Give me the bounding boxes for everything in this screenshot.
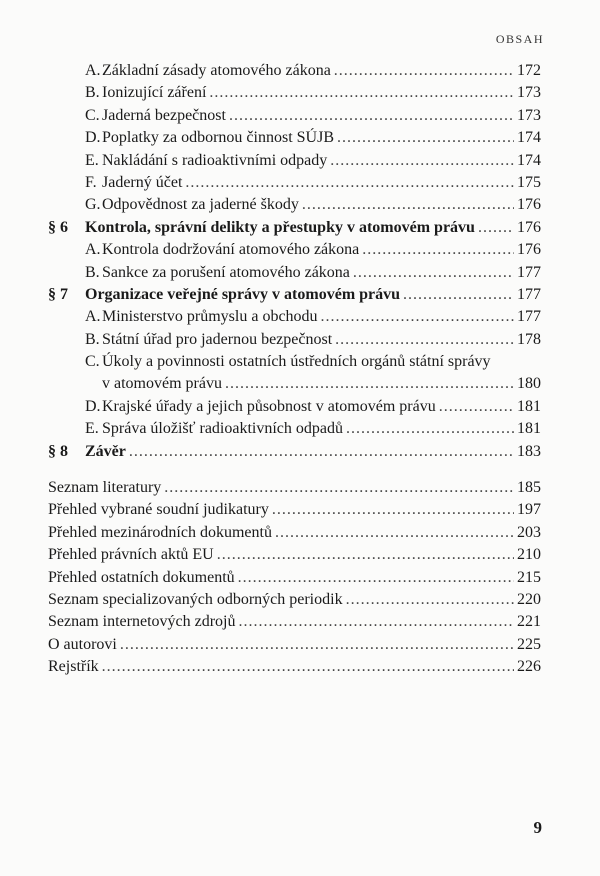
toc-entry [48, 82, 541, 104]
entry-letter: B. [85, 263, 100, 281]
dot-leader [238, 567, 514, 589]
entry-title-continued: v atomovém právu [102, 375, 222, 393]
toc-section-entry [48, 441, 541, 463]
entry-title: Sankce za porušení atomového zákona [102, 263, 350, 281]
appendix-entry [48, 611, 541, 633]
running-header: OBSAH [495, 32, 544, 46]
dot-leader [334, 60, 514, 82]
entry-title: Správa úložišť radioaktivních odpadů [102, 420, 343, 438]
dot-leader [346, 418, 514, 440]
entry-letter: E. [85, 151, 99, 169]
entry-page: 215 [517, 568, 541, 586]
entry-page: 185 [517, 479, 541, 497]
toc-entry [48, 329, 541, 351]
entry-letter: G. [85, 196, 101, 214]
entry-title: Ionizující záření [102, 84, 207, 102]
toc-entry [48, 60, 541, 82]
dot-leader [102, 656, 514, 678]
entry-title: Základní zásady atomového zákona [102, 62, 331, 79]
section-number: § 8 [48, 442, 68, 460]
table-of-contents [48, 60, 541, 679]
entry-letter: A. [85, 62, 101, 79]
section-number: § 7 [48, 285, 68, 303]
toc-entry [48, 105, 541, 127]
toc-section-entry [48, 284, 541, 306]
entry-title: Ministerstvo průmyslu a obchodu [102, 308, 318, 326]
entry-letter: D. [85, 129, 101, 147]
dot-leader [362, 239, 514, 261]
dot-leader [302, 194, 514, 216]
appendix-entry [48, 656, 541, 678]
entry-title: Přehled právních aktů EU [48, 546, 214, 564]
dot-leader [439, 396, 514, 418]
entry-page: 220 [517, 590, 541, 608]
spacer [48, 463, 541, 477]
entry-letter: B. [85, 330, 100, 348]
entry-letter: A. [85, 308, 101, 326]
entry-title: Přehled mezinárodních dokumentů [48, 523, 272, 541]
entry-letter: F. [85, 173, 97, 191]
entry-page: 226 [517, 658, 541, 676]
toc-entry [48, 351, 541, 373]
entry-page: 177 [517, 308, 541, 326]
entry-title: Jaderný účet [102, 173, 183, 191]
entry-page: 210 [517, 546, 541, 564]
toc-entry [48, 239, 541, 261]
entry-title: Organizace veřejné správy v atomovém právu [85, 285, 401, 303]
entry-letter: C. [85, 353, 100, 371]
section-number: § 6 [48, 218, 68, 236]
entry-title: Kontrola, správní delikty a přestupky v atomovém právu [85, 218, 475, 236]
dot-leader [346, 589, 514, 611]
toc-entry [48, 194, 541, 216]
entry-letter: A. [85, 241, 101, 259]
entry-page: 178 [517, 330, 541, 348]
dot-leader [275, 522, 514, 544]
dot-leader [272, 499, 514, 521]
entry-page: 175 [517, 173, 541, 191]
dot-leader [337, 127, 514, 149]
toc-entry [48, 396, 541, 418]
appendix-entry [48, 567, 541, 589]
entry-page: 203 [517, 523, 541, 541]
entry-page: 221 [517, 613, 541, 631]
dot-leader [321, 306, 514, 328]
entry-title: Poplatky za odbornou činnost SÚJB [102, 129, 334, 147]
dot-leader [239, 611, 515, 633]
entry-title: Odpovědnost za jaderné škody [102, 196, 299, 214]
page-number: 9 [533, 818, 542, 837]
entry-page: 174 [517, 151, 541, 169]
entry-letter: E. [85, 420, 99, 438]
entry-page: 181 [517, 420, 541, 438]
entry-title: Úkoly a povinnosti ostatních ústředních orgánů státní správy [102, 353, 491, 371]
entry-title: Přehled vybrané soudní judikatury [48, 501, 269, 519]
entry-letter: B. [85, 84, 100, 102]
dot-leader [209, 82, 514, 104]
entry-title: Přehled ostatních dokumentů [48, 568, 235, 586]
dot-leader [353, 262, 514, 284]
appendix-entry [48, 522, 541, 544]
entry-page: 183 [517, 442, 541, 460]
dot-leader [185, 172, 514, 194]
dot-leader [403, 284, 514, 306]
entry-page: 225 [517, 635, 541, 653]
toc-entry [48, 172, 541, 194]
appendix-entry [48, 499, 541, 521]
toc-section-entry [48, 217, 541, 239]
appendix-entry [48, 634, 541, 656]
dot-leader [330, 150, 514, 172]
dot-leader [478, 217, 514, 239]
entry-title: Seznam literatury [48, 479, 162, 497]
toc-entry [48, 127, 541, 149]
entry-title: Seznam internetových zdrojů [48, 613, 236, 631]
entry-page: 174 [517, 129, 541, 147]
appendix-entry [48, 477, 541, 499]
toc-entry [48, 262, 541, 284]
entry-page: 180 [517, 375, 541, 393]
dot-leader [129, 441, 514, 463]
entry-title: O autorovi [48, 635, 117, 653]
entry-letter: C. [85, 106, 100, 124]
dot-leader [120, 634, 514, 656]
entry-page: 177 [517, 263, 541, 281]
entry-title: Závěr [85, 442, 126, 460]
entry-title: Nakládání s radioaktivními odpady [102, 151, 328, 169]
toc-entry [48, 306, 541, 328]
dot-leader [335, 329, 514, 351]
appendix-entry [48, 589, 541, 611]
entry-page: 176 [517, 218, 541, 236]
dot-leader [164, 477, 514, 499]
entry-page: 197 [517, 501, 541, 519]
toc-entry [48, 150, 541, 172]
entry-page: 176 [517, 241, 541, 259]
dot-leader [217, 544, 514, 566]
entry-page: 181 [517, 397, 541, 415]
entry-title: Jaderná bezpečnost [102, 106, 226, 124]
entry-page: 173 [517, 106, 541, 124]
toc-entry [48, 418, 541, 440]
entry-page: 176 [517, 196, 541, 214]
toc-entry-continuation [48, 373, 541, 395]
entry-page: 177 [517, 285, 541, 303]
entry-title: Rejstřík [48, 658, 99, 676]
entry-page: 172 [517, 62, 541, 79]
entry-title: Státní úřad pro jadernou bezpečnost [102, 330, 333, 348]
dot-leader [229, 105, 514, 127]
appendix-entry [48, 544, 541, 566]
entry-title: Krajské úřady a jejich působnost v atomovém právu [102, 397, 436, 415]
entry-title: Kontrola dodržování atomového zákona [102, 241, 360, 259]
entry-letter: D. [85, 397, 101, 415]
entry-page: 173 [517, 84, 541, 102]
dot-leader [225, 373, 514, 395]
entry-title: Seznam specializovaných odborných periodik [48, 590, 343, 608]
